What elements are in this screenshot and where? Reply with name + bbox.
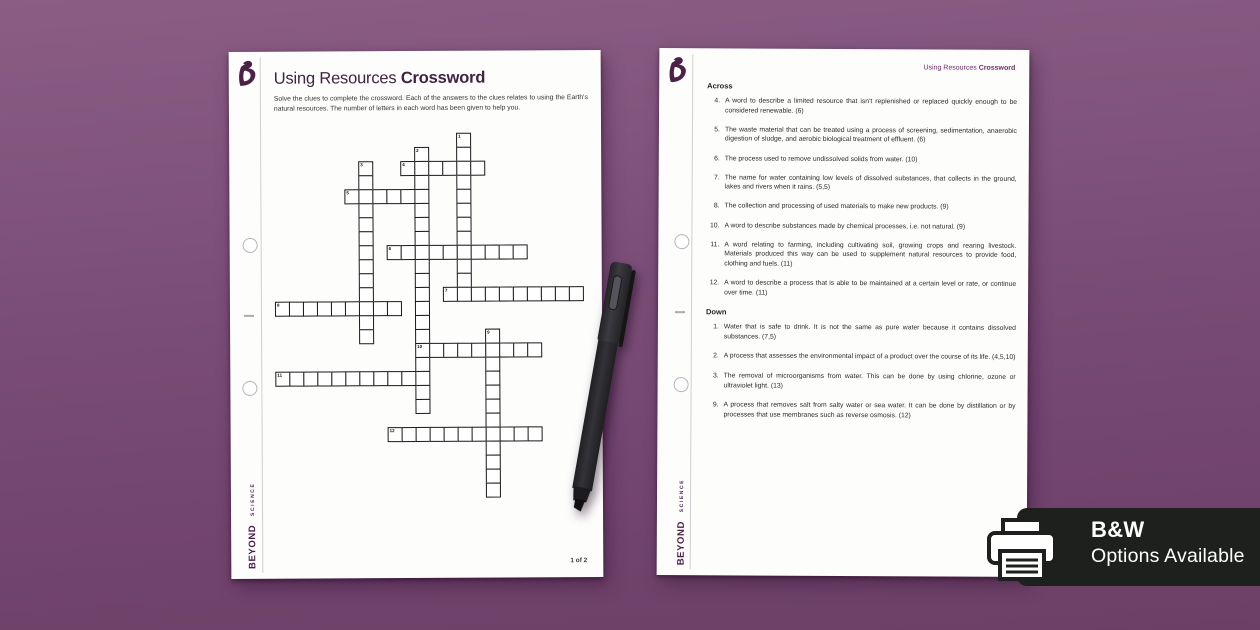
crossword-cell: [457, 231, 472, 246]
crossword-cell: [472, 427, 487, 442]
clue-text: A word relating to farming, including cultivating soil, growing crops and rearing livestock. Materials produced this way can be used to supplement natural resources to provide food, clothing and fuels. (11): [724, 241, 1017, 268]
crossword-cell: [485, 399, 500, 414]
center-mark: [244, 315, 254, 317]
clue-number: 2.: [713, 352, 719, 360]
clue-text: The waste material that can be treated using a process of screening, sedimentation, anaerobic digestion of sludge, and aerobic biological treatment of effluent. (6): [724, 126, 1017, 144]
worksheet-page-1: [229, 50, 604, 579]
running-header-bold: Crossword: [978, 64, 1016, 72]
brand-footer: [244, 483, 262, 569]
clue-number: 10.: [709, 221, 720, 229]
clue-text: The collection and processing of used materials to make new products. (9): [724, 202, 949, 212]
page-number: 1 of 2: [570, 557, 588, 565]
crossword-cell: [485, 343, 500, 358]
crossword-cell: [458, 427, 473, 442]
crossword-cell: [415, 231, 430, 246]
clues-panel: [705, 81, 1017, 431]
crossword-cell: [486, 413, 501, 428]
crossword-cell: [317, 301, 332, 316]
crossword-cell: [527, 342, 542, 357]
crossword-clue-number: 2: [416, 147, 419, 153]
crossword-cell: [513, 244, 528, 259]
crossword-cell: [415, 287, 430, 302]
crossword-cell: [415, 301, 430, 316]
crossword-cell: [456, 161, 471, 176]
crossword-cell: [358, 175, 373, 190]
crossword-cell: [471, 287, 486, 302]
crossword-cell: [359, 329, 374, 344]
crossword-cell: [359, 259, 374, 274]
clue-number: 6.: [714, 154, 720, 162]
crossword-cell: [456, 175, 471, 190]
crossword-cell: [485, 287, 500, 302]
down-clues-list: [705, 322, 1016, 421]
crossword-cell: [401, 371, 416, 386]
crossword-cell: [528, 426, 543, 441]
clue-item: [707, 125, 1017, 146]
running-header-regular: Using Resources: [923, 64, 979, 72]
crossword-cell: [275, 372, 290, 387]
crossword-cell: [499, 286, 514, 301]
crossword-cell: [499, 244, 514, 259]
crossword-cell: [359, 245, 374, 260]
hole-punch: [242, 381, 257, 396]
clue-item: [707, 202, 1017, 213]
crossword-cell: [442, 161, 457, 176]
crossword-cell: [456, 203, 471, 218]
crossword-cell: [456, 133, 471, 148]
crossword-cell: [414, 217, 429, 232]
crossword-cell: [444, 427, 459, 442]
crossword-cell: [415, 259, 430, 274]
crossword-cell: [443, 245, 458, 260]
clue-text: A word to describe a process that is able to be maintained at a certain level or rate, or continue over time. (11): [724, 279, 1017, 297]
crossword-clue-number: 8: [276, 302, 280, 308]
crossword-cell: [569, 286, 584, 301]
hole-punch: [243, 238, 258, 253]
instructions-text: Solve the clues to complete the crossword. Each of the answers to the clues relates to using the Earth's natural resources. The number of letters in each word has been given to help you.: [273, 94, 588, 113]
brand-name: BEYOND: [675, 520, 687, 566]
crossword-cell: [485, 371, 500, 386]
center-mark: [675, 311, 685, 313]
crossword-cell: [486, 483, 501, 498]
crossword-cell: [358, 217, 373, 232]
clue-text: Water that is safe to drink. It is not the same as pure water because it contains dissolved substances. (7,5): [723, 323, 1016, 341]
crossword-cell: [388, 427, 403, 442]
clue-number: 3.: [712, 372, 719, 380]
crossword-cell: [415, 357, 430, 372]
beyond-logo-icon: [666, 55, 688, 85]
crossword-cell: [471, 343, 486, 358]
clue-number: 9.: [712, 401, 719, 409]
crossword-cell: [456, 189, 471, 204]
crossword-clue-number: 7: [444, 287, 448, 293]
crossword-cell: [289, 372, 304, 387]
crossword-cell: [513, 286, 528, 301]
crossword-clue-number: 9: [487, 329, 490, 335]
crossword-cell: [402, 427, 417, 442]
crossword-cell: [499, 342, 514, 357]
clue-text: A process that assesses the environmental impact of a product over the course of its life. (4,5,10): [723, 352, 1016, 362]
crossword-cell: [416, 427, 431, 442]
clue-text: The removal of microorganisms from water. This can be done by using chlorine, ozone or ultraviolet light. (13): [723, 372, 1016, 390]
crossword-cell: [275, 302, 290, 317]
crossword-cell: [443, 343, 458, 358]
crossword-cell: [457, 343, 472, 358]
worksheet-page-2: [657, 48, 1030, 577]
pen-tip: [572, 498, 586, 512]
crossword-cell: [373, 371, 388, 386]
hole-punch: [674, 234, 689, 249]
crossword-cell: [331, 301, 346, 316]
clue-number: 4.: [714, 97, 721, 105]
clue-number: 7.: [714, 174, 720, 182]
crossword-cell: [400, 189, 415, 204]
page-title: [274, 69, 486, 89]
crossword-clue-number: 10: [417, 343, 423, 349]
brand-sub-name: SCIENCE: [249, 482, 257, 517]
crossword-cell: [386, 189, 401, 204]
clue-item: [707, 173, 1017, 194]
crossword-cell: [456, 147, 471, 162]
crossword-cell: [289, 302, 304, 317]
crossword-cell: [555, 286, 570, 301]
badge-subtitle: Options Available: [1091, 545, 1245, 567]
crossword-cell: [303, 302, 318, 317]
crossword-cell: [359, 231, 374, 246]
crossword-cell: [373, 301, 388, 316]
crossword-cell: [372, 189, 387, 204]
across-clues-list: [706, 96, 1017, 299]
running-header: [923, 64, 1015, 71]
clue-item: [706, 240, 1016, 271]
crossword-cell: [345, 371, 360, 386]
clue-item: [706, 352, 1016, 363]
printer-icon: [986, 517, 1060, 583]
crossword-cell: [415, 315, 430, 330]
crossword-cell: [414, 175, 429, 190]
clue-item: [706, 278, 1016, 299]
crossword-cell: [344, 189, 359, 204]
crossword-cell: [485, 245, 500, 260]
crossword-cell: [414, 147, 429, 162]
clue-item: [706, 322, 1016, 343]
clue-item: [706, 221, 1016, 232]
crossword-clue-number: 11: [277, 372, 283, 378]
crossword-cell: [387, 371, 402, 386]
crossword-cell: [485, 329, 500, 344]
crossword-cell: [359, 287, 374, 302]
brand-name: BEYOND: [247, 524, 259, 569]
brand-footer: [673, 479, 691, 565]
crossword-cell: [457, 273, 472, 288]
across-heading: Across: [707, 81, 733, 91]
crossword-cell: [457, 259, 472, 274]
crossword-cell: [414, 203, 429, 218]
clue-text: A word to describe substances made by chemical processes, i.e. not natural. (9): [724, 222, 966, 231]
crossword-cell: [414, 189, 429, 204]
crossword-cell: [430, 427, 445, 442]
crossword-cell: [415, 245, 430, 260]
crossword-cell: [514, 426, 529, 441]
crossword-cell: [415, 273, 430, 288]
crossword-cell: [331, 371, 346, 386]
crossword-grid: [274, 132, 586, 500]
crossword-cell: [359, 301, 374, 316]
crossword-cell: [401, 245, 416, 260]
clue-number: 1.: [713, 323, 719, 331]
crossword-cell: [358, 161, 373, 176]
crossword-cell: [486, 427, 501, 442]
crossword-cell: [429, 343, 444, 358]
crossword-cell: [527, 286, 542, 301]
crossword-cell: [359, 315, 374, 330]
crossword-cell: [387, 245, 402, 260]
hole-punch: [674, 377, 689, 392]
crossword-cell: [457, 245, 472, 260]
crossword-cell: [486, 469, 501, 484]
crossword-cell: [443, 287, 458, 302]
crossword-clue-number: 6: [388, 245, 392, 251]
crossword-cell: [400, 161, 415, 176]
badge-title: B&W: [1091, 517, 1145, 542]
page-title-regular: Using Resources: [273, 69, 401, 88]
crossword-cell: [485, 385, 500, 400]
crossword-cell: [317, 371, 332, 386]
clue-item: [706, 371, 1016, 392]
crossword-cell: [541, 286, 556, 301]
crossword-cell: [470, 161, 485, 176]
clue-text: A process that removes salt from salty water or sea water. It can be done by distillation or by processes that use membranes such as reverse osmosis. (12): [723, 401, 1016, 420]
clue-number: 8.: [713, 202, 720, 210]
crossword-clue-number: 3: [360, 161, 363, 167]
crossword-clue-number: 1: [458, 133, 461, 139]
beyond-logo-icon: [236, 59, 258, 89]
crossword-cell: [456, 217, 471, 232]
crossword-cell: [415, 371, 430, 386]
crossword-cell: [303, 372, 318, 387]
crossword-cell: [358, 203, 373, 218]
crossword-cell: [414, 161, 429, 176]
clue-item: [707, 96, 1017, 117]
clue-text: The process used to remove undissolved solids from water. (10): [724, 154, 918, 163]
clue-item: [705, 400, 1015, 421]
crossword-cell: [415, 329, 430, 344]
crossword-cell: [415, 343, 430, 358]
crossword-cell: [358, 189, 373, 204]
crossword-clue-number: 4: [402, 161, 405, 167]
crossword-cell: [415, 399, 430, 414]
clue-number: 12.: [709, 279, 720, 287]
crossword-clue-number: 5: [346, 189, 349, 195]
crossword-cell: [345, 301, 360, 316]
page-title-bold: Crossword: [400, 68, 486, 88]
clue-number: 5.: [714, 126, 720, 134]
crossword-cell: [359, 273, 374, 288]
crossword-cell: [359, 371, 374, 386]
crossword-cell: [428, 161, 443, 176]
brand-sub-name: SCIENCE: [678, 479, 686, 513]
crossword-cell: [485, 357, 500, 372]
clue-item: [707, 154, 1017, 165]
crossword-clue-number: 12: [389, 427, 395, 433]
crossword-cell: [457, 287, 472, 302]
crossword-cell: [429, 245, 444, 260]
crossword-cell: [500, 426, 515, 441]
clue-number: 11.: [710, 241, 720, 249]
crossword-cell: [513, 342, 528, 357]
crossword-cell: [486, 441, 501, 456]
crossword-cell: [486, 455, 501, 470]
crossword-cell: [387, 301, 402, 316]
clue-text: A word to describe a limited resource that isn't replenished or replaced quickly enough to be considered renewable. (6): [725, 97, 1018, 115]
down-heading: Down: [705, 307, 727, 317]
clue-text: The name for water containing low levels of dissolved substances, that collects in the ground, lakes and rivers when it rains. (5,5): [724, 174, 1017, 192]
crossword-cell: [415, 385, 430, 400]
crossword-cell: [471, 245, 486, 260]
